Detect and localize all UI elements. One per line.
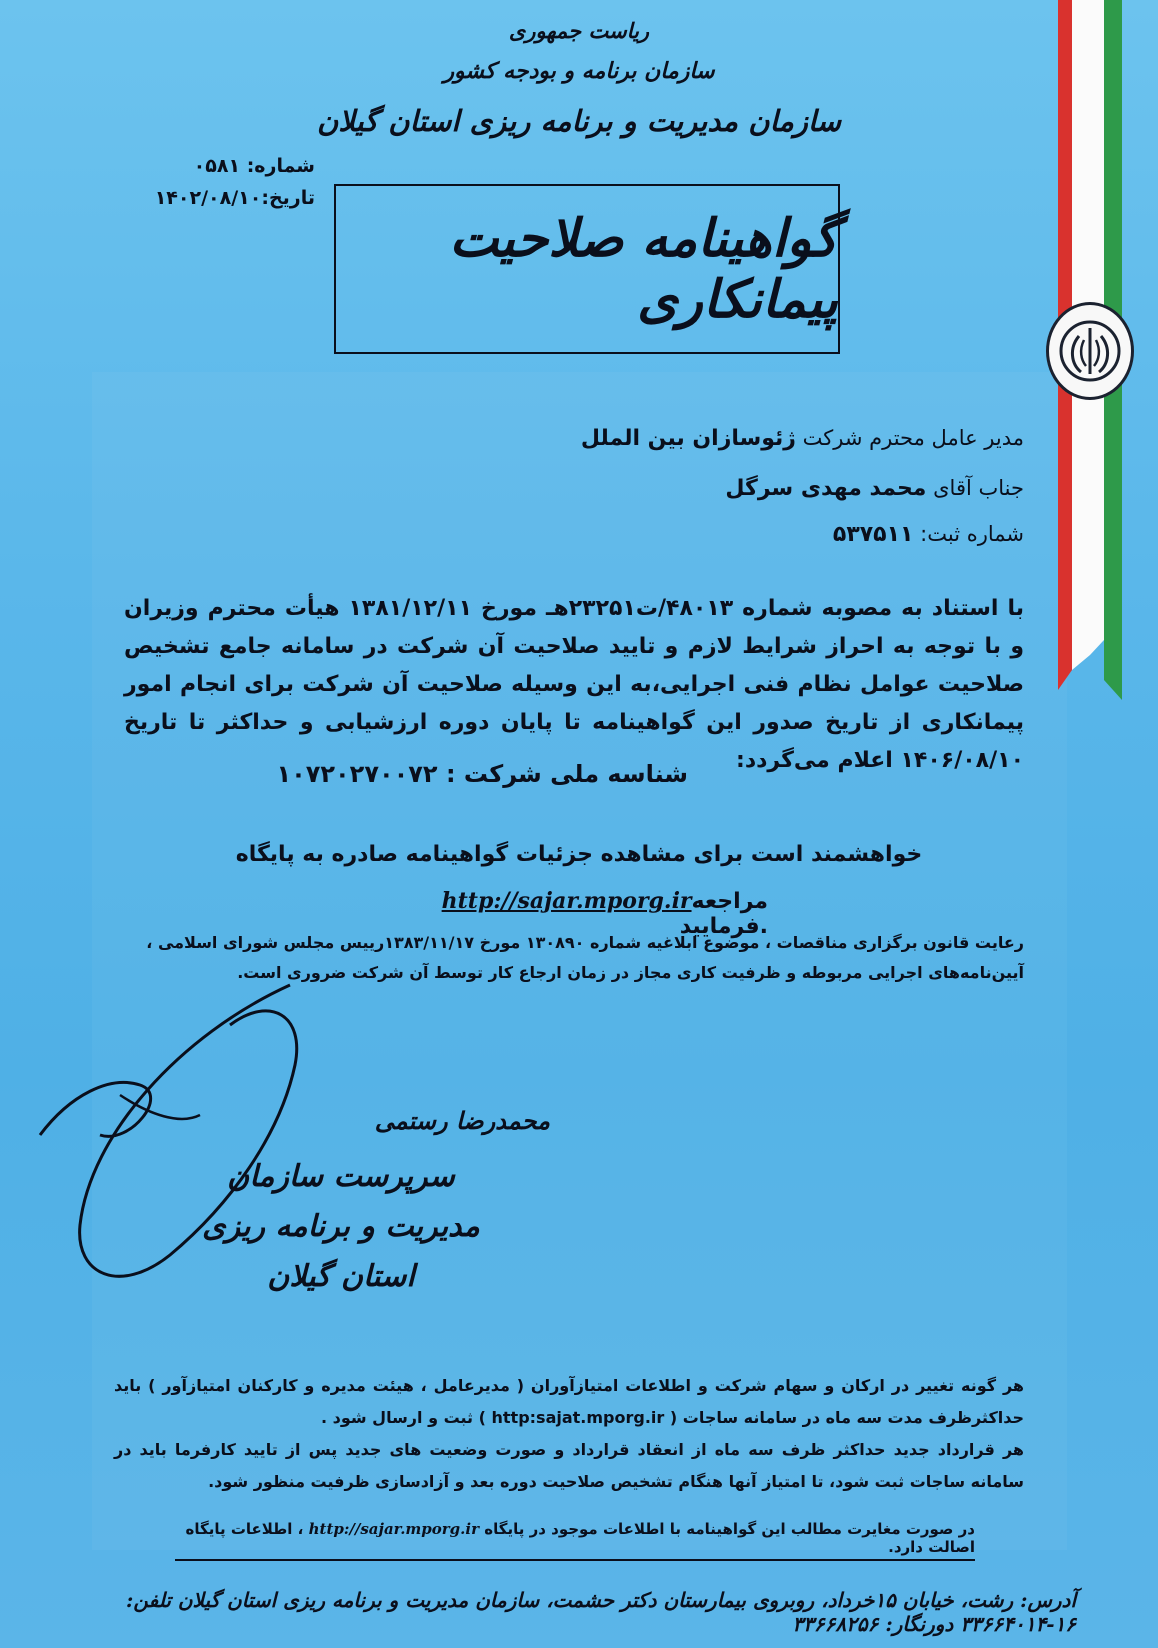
body-paragraph: با استناد به مصوبه شماره ۴۸۰۱۳/ت۲۳۲۵۱هـ مورخ ۱۳۸۱/۱۲/۱۱ هیأت محترم وزیران و با توجه به احراز شرایط لازم و تایید صلاحیت آن شرکت در سامانه جامع تشخیص صلاحیت عوامل نظام فنی اجرایی،به این وسیله صلاحیت آن شرکت برای انجام امور پیمانکاری از تاریخ صدور این گواهینامه تا پایان دوره ارزشیابی و حداکثر تا تاریخ ۱۴۰۶/۰۸/۱۰ اعلام می‌گردد: [124, 596, 1025, 773]
notes-block [114, 1370, 1024, 1498]
letter-number-label: شماره: [246, 155, 315, 177]
registration-label: شماره ثبت: [920, 522, 1024, 546]
footer-address: آدرس: رشت، خیابان ۱۵خرداد، روبروی بیمارستان دکتر حشمت، سازمان مدیریت و برنامه ریزی استان گیلان تلفن: ۱۶-۳۳۶۶۴۰۱۴ دورنگار: ۳۳۶۶۸۲۵۶ [125, 1588, 1076, 1636]
letter-number [145, 155, 315, 177]
certificate-title: گواهینامه صلاحیت پیمانکاری [449, 208, 838, 330]
person-name: محمد مهدی سرگل [725, 476, 927, 501]
request-suffix: مراجعه فرمایید. [679, 889, 768, 939]
disclaimer-prefix: در صورت مغایرت مطالب این گواهینامه با اطلاعات موجود در پایگاه [484, 1520, 975, 1538]
signatory-name: محمدرضا رستمی [374, 1106, 550, 1135]
header-line-1: ریاست جمهوری [508, 18, 650, 43]
header-line-2: سازمان برنامه و بودجه کشور [443, 58, 715, 84]
signatory-role-line-1: سرپرست سازمان مدیریت و برنامه ریزی [202, 1159, 480, 1244]
sajar-link[interactable]: http://sajar.mporg.ir [441, 888, 692, 914]
iran-emblem-icon [1046, 302, 1134, 400]
registration-number: ۵۳۷۵۱۱ [832, 522, 914, 547]
disclaimer-link[interactable]: http://sajar.mporg.ir [308, 1520, 479, 1538]
disclaimer [175, 1520, 975, 1561]
company-label: مدیر عامل محترم شرکت [802, 426, 1024, 450]
letter-date-value: ۱۴۰۲/۰۸/۱۰ [154, 187, 262, 209]
person-label: جناب آقای [933, 476, 1024, 500]
registration-line [424, 522, 1024, 547]
emblem-glyph-icon [1059, 316, 1121, 386]
letter-number-value: ۰۵۸۱ [193, 155, 241, 177]
disclaimer-suffix: ، اطلاعات پایگاه اصالت دارد. [185, 1520, 975, 1556]
law-note: رعایت قانون برگزاری مناقصات ، موضوع ابلاغیه شماره ۱۳۰۸۹۰ مورخ ۱۳۸۳/۱۱/۱۷رییس مجلس شورای اسلامی ، آیین‌نامه‌های اجرایی مربوطه و ظرفیت کاری مجاز در زمان ارجاع کار توسط آن شرکت ضروری است. [146, 933, 1024, 982]
signatory-role-line-2: استان گیلان [267, 1259, 415, 1294]
title-box [334, 184, 840, 354]
recipient-person-line [424, 476, 1024, 501]
company-name: ژئوسازان بین الملل [580, 426, 796, 451]
header-line-3: سازمان مدیریت و برنامه ریزی استان گیلان [317, 104, 841, 138]
national-id-line [268, 760, 688, 788]
recipient-company-line [424, 426, 1024, 451]
note-1: هر گونه تغییر در ارکان و سهام شرکت و اطلاعات امتیازآوران ( مدیرعامل ، هیئت مدیره و کارکنان امتیازآور ) باید حداکثرظرف مدت سه ماه در سامانه ساجات ( http:sajat.mporg.ir ) ثبت و ارسال شود . [114, 1376, 1024, 1427]
letter-date [145, 187, 315, 209]
national-id-label: شناسه ملی شرکت : [445, 760, 688, 788]
signatory-role [176, 1152, 506, 1302]
national-id-value: ۱۰۷۲۰۲۷۰۰۷۲ [276, 760, 438, 788]
note-2: هر قرارداد جدید حداکثر ظرف سه ماه از انعقاد قرارداد و صورت وضعیت های جدید پس از تایید کارفرما باید در سامانه ساجات ثبت شود، تا امتیاز آنها هنگام تشخیص صلاحیت دوره بعد و آزادسازی ظرفیت منظور شود. [114, 1440, 1024, 1491]
request-line-1: خواهشمند است برای مشاهده جزئیات گواهینامه صادره به پایگاه [235, 842, 923, 867]
letter-date-label: تاریخ: [261, 187, 315, 209]
